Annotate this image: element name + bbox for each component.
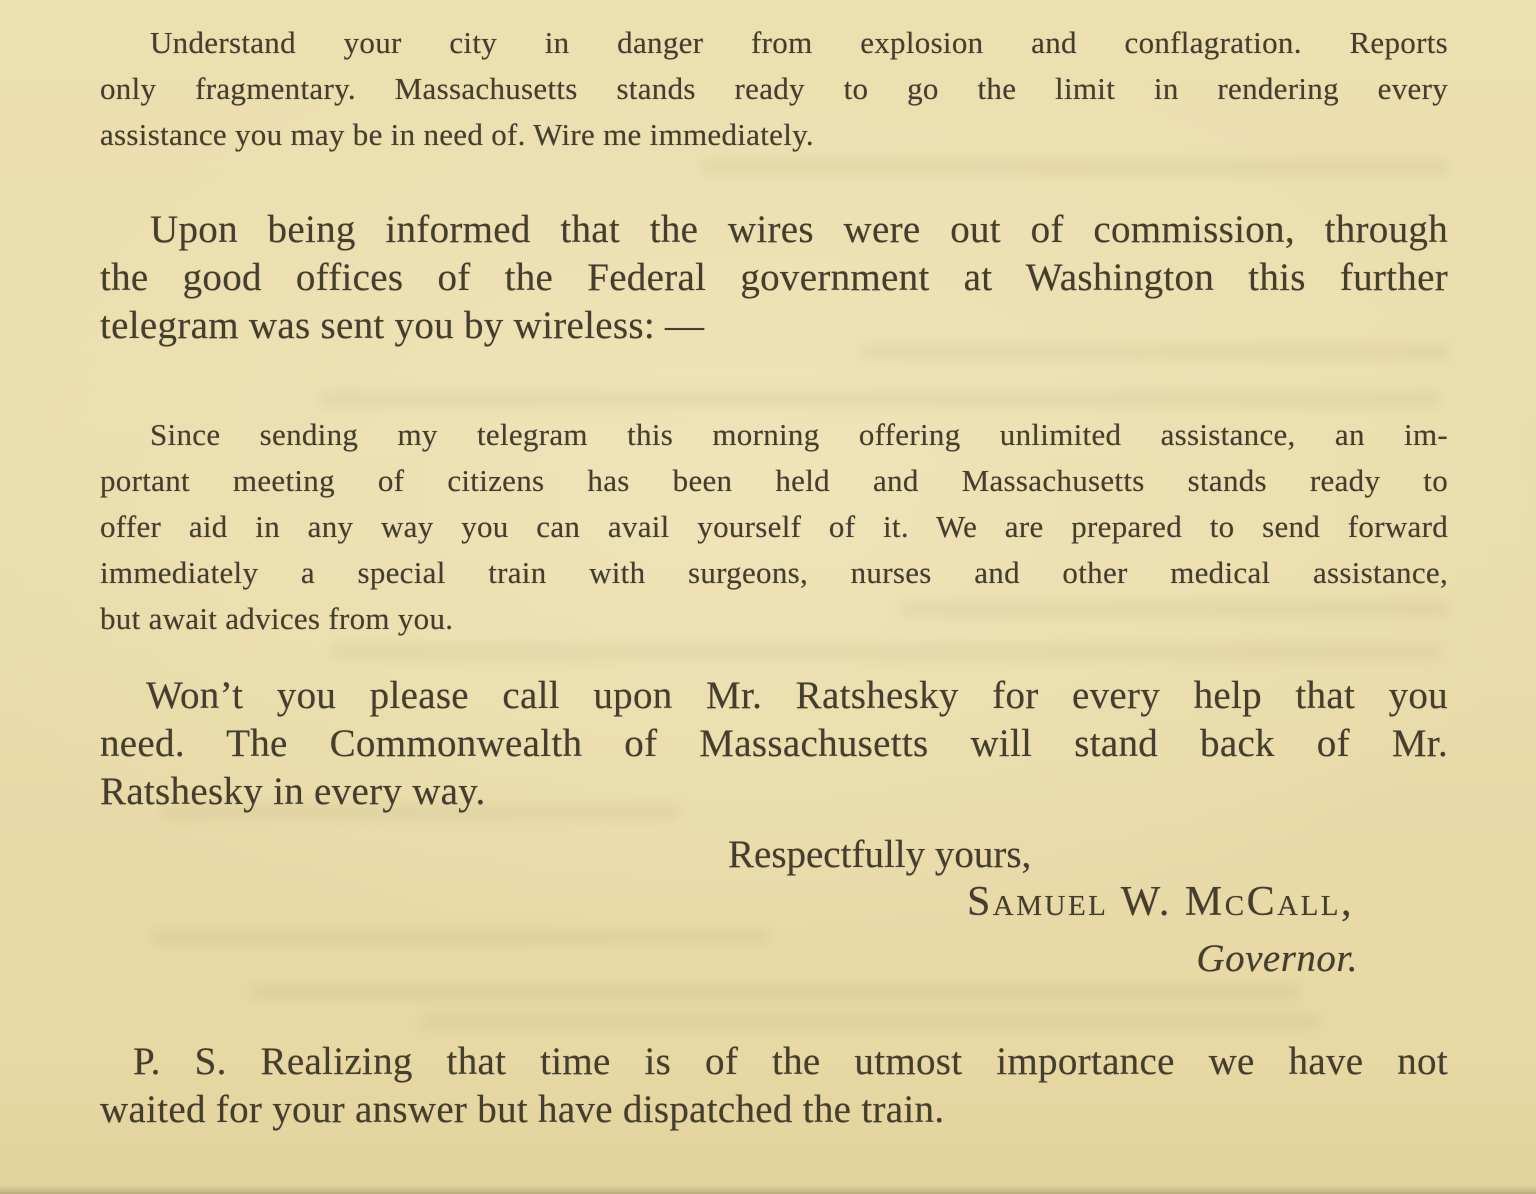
text-line: waited for your answer but have dispatched the train.	[100, 1088, 945, 1131]
signature-name: Samuel W. McCall,	[966, 879, 1354, 925]
text-line: Ratshesky in every way.	[100, 770, 486, 813]
postscript	[100, 1038, 1448, 1134]
body-paragraph-2	[100, 672, 1448, 816]
text-line: immediately a special train with surgeons, nurses and other medical assistance,	[100, 555, 1448, 590]
telegram-excerpt-1	[100, 20, 1448, 158]
telegram-excerpt-2	[100, 412, 1448, 642]
valediction: Respectfully yours,	[728, 833, 1032, 876]
text-line: offer aid in any way you can avail yourself of it. We are prepared to send forward	[100, 509, 1448, 544]
text-line: the good offices of the Federal government at Washington this further	[100, 256, 1448, 299]
text-line: portant meeting of citizens has been held and Massachusetts stands ready to	[100, 463, 1448, 498]
text-line: Won’t you please call upon Mr. Ratshesky for every help that you	[146, 674, 1448, 717]
page-text-block	[100, 0, 1448, 1194]
text-line: Since sending my telegram this morning offering unlimited assistance, an im-	[150, 417, 1448, 452]
text-line: telegram was sent you by wireless: —	[100, 304, 705, 347]
text-line: need. The Commonwealth of Massachusetts will stand back of Mr.	[100, 722, 1448, 765]
body-paragraph-1	[100, 206, 1448, 350]
text-line: only fragmentary. Massachusetts stands ready to go the limit in rendering every	[100, 71, 1448, 106]
text-line: but await advices from you.	[100, 601, 454, 636]
text-line: assistance you may be in need of. Wire me immediately.	[100, 117, 814, 152]
text-line: Understand your city in danger from explosion and conflagration. Reports	[150, 25, 1448, 60]
signature-title: Governor.	[1196, 937, 1358, 980]
text-line: P. S. Realizing that time is of the utmost importance we have not	[133, 1040, 1448, 1083]
text-line: Upon being informed that the wires were out of commission, through	[150, 208, 1448, 251]
